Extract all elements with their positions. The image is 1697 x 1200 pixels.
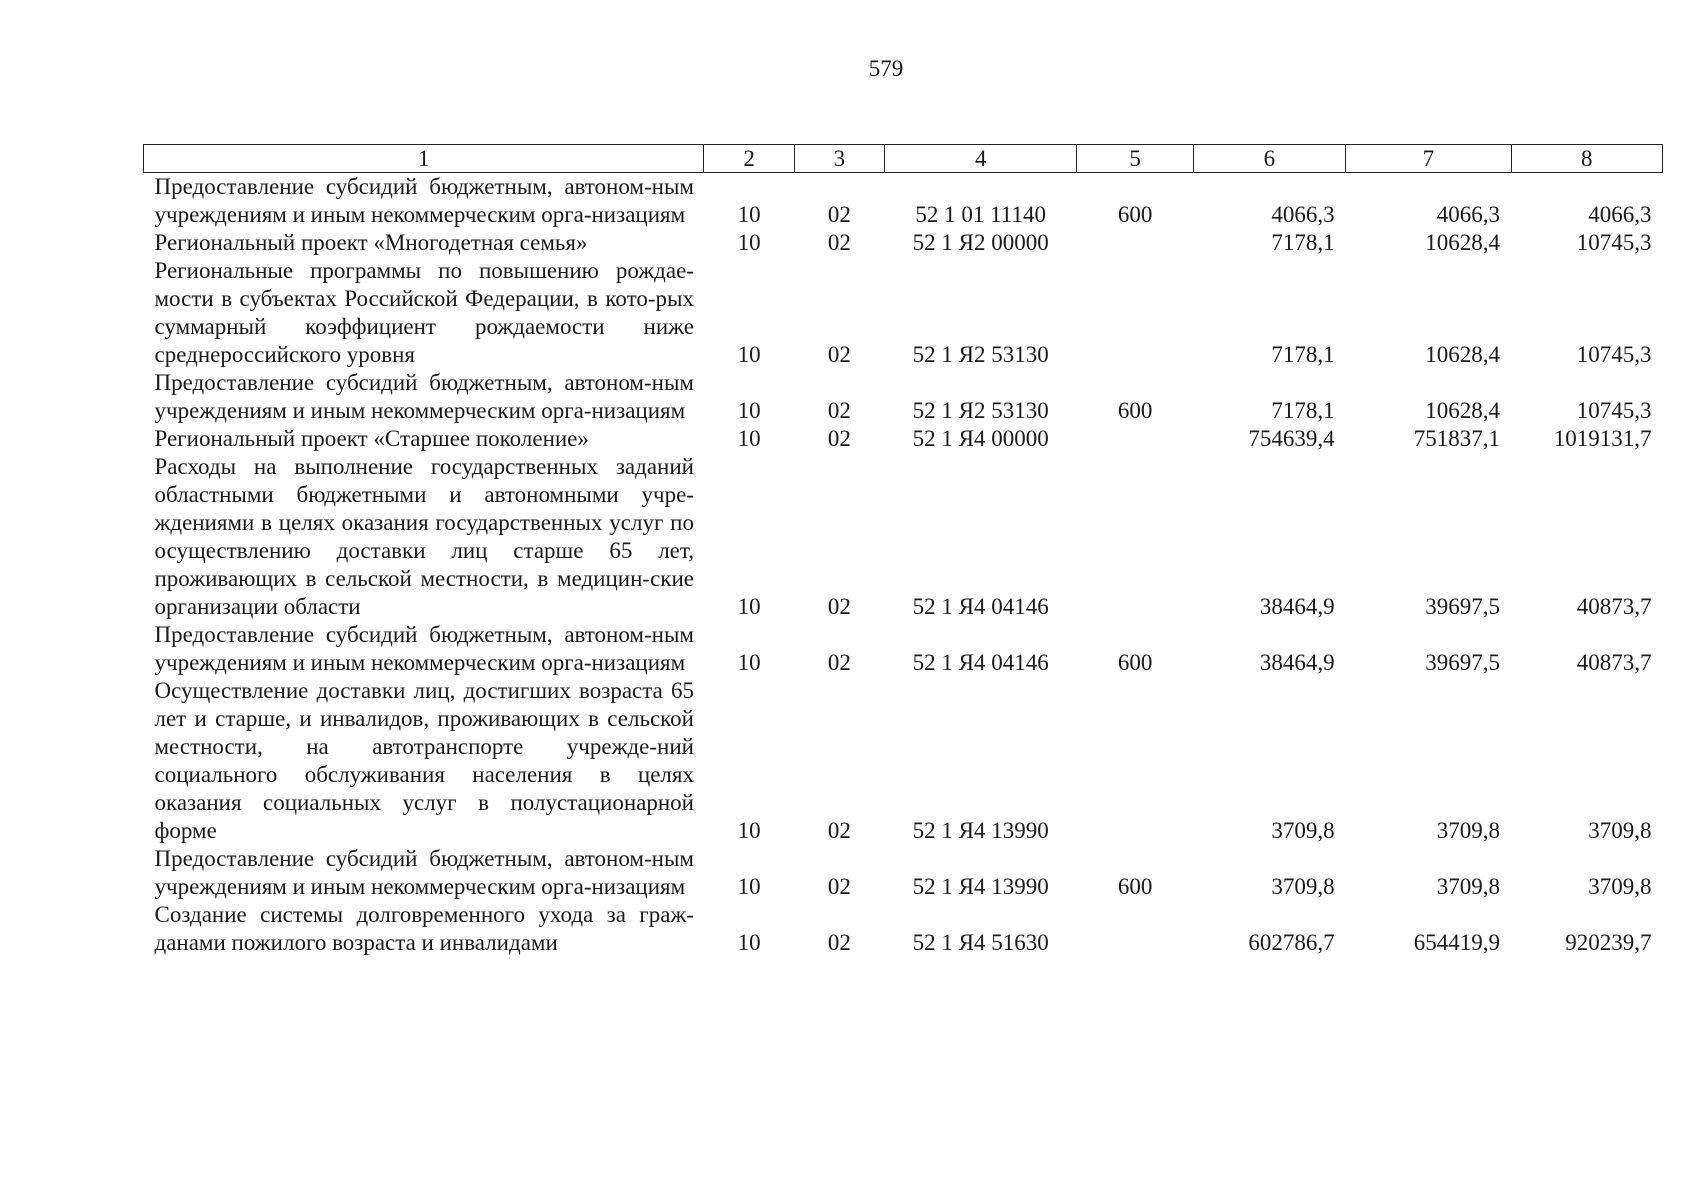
row-col-5 — [1077, 229, 1193, 257]
row-col-3: 02 — [827, 342, 851, 367]
row-name: Осуществление доставки лиц, достигших возраста 65 лет и старше, и инвалидов, проживающих в сельской местности, на автотранспорте учрежде-ний социального обслуживания населения в целях оказания социальных услуг в полустационарной форме — [154, 678, 694, 843]
row-value-7: 39697,5 — [1425, 650, 1501, 675]
row-value-8: 3709,8 — [1588, 874, 1652, 899]
header-col-8: 8 — [1511, 145, 1662, 173]
table-row — [144, 173, 1663, 230]
row-name: Региональный проект «Старшее поколение» — [154, 426, 589, 451]
row-value-8: 4066,3 — [1588, 202, 1652, 227]
table-row — [144, 621, 1663, 677]
row-col-2: 10 — [737, 202, 761, 227]
table-row — [144, 677, 1663, 845]
row-name: Региональные программы по повышению рождае-мости в субъектах Российской Федерации, в кото-рых суммарный коэффициент рождаемости ниже среднероссийского уровня — [154, 258, 694, 367]
row-col-2: 10 — [737, 594, 761, 619]
row-value-6: 7178,1 — [1271, 342, 1335, 367]
header-col-1: 1 — [144, 145, 704, 173]
row-value-6: 4066,3 — [1271, 202, 1335, 227]
row-col-3: 02 — [827, 930, 851, 955]
table-row — [144, 845, 1663, 901]
header-row — [144, 145, 1663, 173]
row-value-8: 10745,3 — [1576, 230, 1652, 255]
row-code: 52 1 Я4 13990 — [912, 818, 1049, 843]
row-name: Региональный проект «Многодетная семья» — [154, 230, 588, 255]
row-code: 52 1 Я4 00000 — [912, 426, 1049, 451]
row-col-5 — [1077, 453, 1193, 621]
row-col-2: 10 — [737, 230, 761, 255]
table-row — [144, 369, 1663, 425]
row-code: 52 1 Я2 53130 — [912, 398, 1049, 423]
row-value-7: 39697,5 — [1425, 594, 1501, 619]
row-value-8: 40873,7 — [1576, 594, 1652, 619]
row-code: 52 1 Я2 53130 — [912, 342, 1049, 367]
row-value-8: 10745,3 — [1576, 398, 1652, 423]
row-value-6: 38464,9 — [1259, 594, 1335, 619]
row-value-7: 3709,8 — [1436, 818, 1501, 843]
row-col-2: 10 — [737, 342, 761, 367]
row-value-8: 40873,7 — [1576, 650, 1652, 675]
row-code: 52 1 Я2 00000 — [912, 230, 1049, 255]
row-name: Предоставление субсидий бюджетным, автоном-ным учреждениям и иным некоммерческим орга-низациям — [154, 370, 694, 423]
header-col-3: 3 — [794, 145, 884, 173]
table-header — [144, 145, 1663, 173]
table-body — [144, 173, 1663, 958]
table-row — [144, 425, 1663, 453]
row-value-6: 7178,1 — [1271, 230, 1335, 255]
row-value-7: 10628,4 — [1425, 398, 1501, 423]
header-col-6: 6 — [1193, 145, 1345, 173]
row-value-7: 654419,9 — [1413, 930, 1501, 955]
row-col-3: 02 — [827, 202, 851, 227]
row-col-5: 600 — [1117, 874, 1153, 899]
row-name: Предоставление субсидий бюджетным, автоном-ным учреждениям и иным некоммерческим орга-низациям — [154, 846, 694, 899]
row-value-8: 920239,7 — [1565, 930, 1652, 955]
table-row — [144, 901, 1663, 957]
row-name: Предоставление субсидий бюджетным, автоном-ным учреждениям и иным некоммерческим орга-низациям — [154, 174, 694, 227]
row-col-5 — [1077, 257, 1193, 369]
row-col-5 — [1077, 901, 1193, 957]
row-col-3: 02 — [827, 818, 851, 843]
row-value-7: 4066,3 — [1436, 202, 1501, 227]
row-code: 52 1 01 11140 — [915, 202, 1046, 227]
row-col-2: 10 — [737, 930, 761, 955]
row-name: Расходы на выполнение государственных заданий областными бюджетными и автономными учре-ждениями в целях оказания государственных услуг по осуществлению доставки лиц старше 65 лет, проживающих в сельской местности, в медицин-ские организации области — [154, 454, 694, 619]
row-col-2: 10 — [737, 426, 761, 451]
row-name: Создание системы долговременного ухода за граж-данами пожилого возраста и инвалидами — [154, 902, 694, 955]
row-code: 52 1 Я4 13990 — [912, 874, 1049, 899]
header-col-2: 2 — [704, 145, 794, 173]
header-col-4: 4 — [884, 145, 1077, 173]
row-value-6: 38464,9 — [1259, 650, 1335, 675]
row-col-3: 02 — [827, 874, 851, 899]
row-col-5: 600 — [1117, 398, 1153, 423]
row-code: 52 1 Я4 04146 — [912, 594, 1049, 619]
row-col-5: 600 — [1117, 650, 1153, 675]
row-value-7: 751837,1 — [1413, 426, 1501, 451]
row-col-5 — [1077, 677, 1193, 845]
row-col-2: 10 — [737, 818, 761, 843]
header-col-5: 5 — [1077, 145, 1193, 173]
budget-table — [143, 144, 1663, 957]
row-value-8: 10745,3 — [1576, 342, 1652, 367]
row-col-2: 10 — [737, 650, 761, 675]
row-value-7: 10628,4 — [1425, 230, 1501, 255]
row-col-3: 02 — [827, 426, 851, 451]
table-row — [144, 453, 1663, 621]
row-col-5 — [1077, 425, 1193, 453]
row-value-6: 7178,1 — [1271, 398, 1335, 423]
row-value-6: 602786,7 — [1248, 930, 1335, 955]
row-col-2: 10 — [737, 398, 761, 423]
row-value-6: 3709,8 — [1271, 818, 1335, 843]
row-value-6: 3709,8 — [1271, 874, 1335, 899]
row-value-7: 3709,8 — [1436, 874, 1501, 899]
table-row — [144, 229, 1663, 257]
row-col-3: 02 — [827, 594, 851, 619]
row-value-8: 1019131,7 — [1553, 426, 1652, 451]
row-col-3: 02 — [827, 398, 851, 423]
header-col-7: 7 — [1346, 145, 1511, 173]
row-value-8: 3709,8 — [1588, 818, 1652, 843]
row-col-3: 02 — [827, 230, 851, 255]
row-col-3: 02 — [827, 650, 851, 675]
table-row — [144, 257, 1663, 369]
row-col-2: 10 — [737, 874, 761, 899]
row-code: 52 1 Я4 51630 — [912, 930, 1049, 955]
row-col-5: 600 — [1117, 202, 1153, 227]
row-value-7: 10628,4 — [1425, 342, 1501, 367]
page-number: 579 — [868, 56, 904, 81]
row-name: Предоставление субсидий бюджетным, автоном-ным учреждениям и иным некоммерческим орга-низациям — [154, 622, 694, 675]
row-code: 52 1 Я4 04146 — [912, 650, 1049, 675]
row-value-6: 754639,4 — [1248, 426, 1335, 451]
